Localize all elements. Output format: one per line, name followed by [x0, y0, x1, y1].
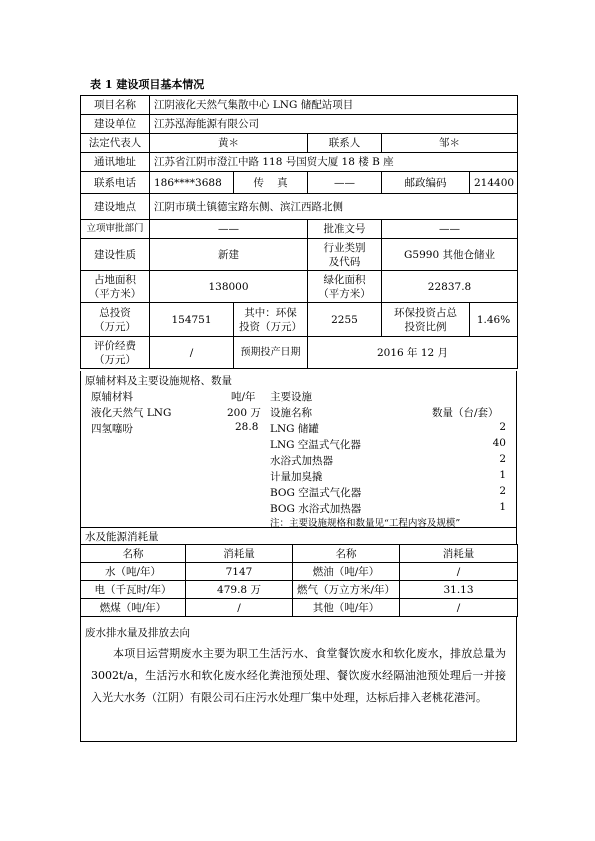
- approval-dept-label: 立项审批部门: [81, 220, 150, 239]
- energy-name-header: 名称: [81, 545, 186, 563]
- prod-date-label: 预期投产日期: [234, 337, 308, 369]
- facility-name: LNG 储罐: [270, 423, 319, 435]
- legal-rep-label: 法定代表人: [81, 134, 150, 153]
- legal-rep: 黄＊: [150, 134, 308, 153]
- facility-name: BOG 水浴式加热器: [270, 503, 362, 515]
- contact: 邹＊: [382, 134, 518, 153]
- material-value: 28.8: [235, 421, 259, 433]
- material-name: 四氢噻吩: [91, 423, 133, 435]
- env-invest: 2255: [308, 303, 382, 337]
- site-label: 建设地点: [81, 194, 150, 220]
- postcode-label: 邮政编码: [382, 172, 470, 194]
- approval-no-label: 批准文号: [308, 220, 382, 239]
- env-ratio-label: 环保投资占总 投资比例: [382, 303, 470, 337]
- material-col-header: 原辅材料: [91, 391, 133, 403]
- env-invest-label: 其中：环保 投资（万元）: [234, 303, 308, 337]
- project-name-label: 项目名称: [81, 96, 150, 115]
- address-label: 通讯地址: [81, 153, 150, 172]
- phone: 186****3688: [150, 172, 234, 194]
- facility-qty: 40: [492, 437, 506, 449]
- energy-heading-row: [80, 528, 517, 545]
- industry-label: 行业类别 及代码: [308, 239, 382, 271]
- energy-name-header: 名称: [293, 545, 400, 563]
- facility-qty: 2: [499, 421, 506, 433]
- unit-label: 建设单位: [81, 115, 150, 134]
- invest: 154751: [150, 303, 234, 337]
- project-name: 江阴液化天然气集散中心 LNG 储配站项目: [150, 96, 518, 115]
- energy-table: [80, 544, 518, 617]
- approval-no: ——: [382, 220, 518, 239]
- energy-item: 燃煤（吨/年）: [81, 599, 186, 617]
- energy-amount-header: 消耗量: [400, 545, 518, 563]
- unit-col-header: 吨/年: [231, 391, 256, 403]
- industry: G5990 其他仓储业: [382, 239, 518, 271]
- material-value: 200 万: [227, 407, 261, 419]
- phone-label: 联系电话: [81, 172, 150, 194]
- energy-heading: 水及能源消耗量: [85, 531, 159, 543]
- area: 138000: [150, 271, 308, 303]
- energy-value: 7147: [186, 563, 293, 581]
- approval-dept: ——: [150, 220, 308, 239]
- material-name: 液化天然气 LNG: [91, 407, 172, 419]
- nature: 新建: [150, 239, 308, 271]
- fax-label: 传 真: [234, 172, 308, 194]
- energy-value: /: [400, 599, 518, 617]
- energy-item: 电（千瓦时/年）: [81, 581, 186, 599]
- unit: 江苏泓海能源有限公司: [150, 115, 518, 134]
- facility-qty: 2: [499, 485, 506, 497]
- energy-value: /: [400, 563, 518, 581]
- eval-fee-label: 评价经费 （万元）: [81, 337, 150, 369]
- facility-name: 计量加臭撬: [270, 471, 323, 483]
- table-title: 表 1 建设项目基本情况: [90, 78, 205, 91]
- facility-col-header: 主要设施: [270, 391, 312, 403]
- contact-label: 联系人: [308, 134, 382, 153]
- energy-item: 燃油（吨/年）: [293, 563, 400, 581]
- env-ratio: 1.46%: [470, 303, 518, 337]
- facility-qty: 2: [499, 453, 506, 465]
- wastewater-section: [80, 617, 517, 742]
- facility-name: 水浴式加热器: [270, 455, 333, 467]
- energy-item: 燃气（万立方米/年）: [293, 581, 400, 599]
- energy-amount-header: 消耗量: [186, 545, 293, 563]
- facility-qty: 1: [499, 501, 506, 513]
- green: 22837.8: [382, 271, 518, 303]
- energy-item: 水（吨/年）: [81, 563, 186, 581]
- area-label: 占地面积 （平方米）: [81, 271, 150, 303]
- site: 江阴市璜土镇德宝路东侧、滨江西路北侧: [150, 194, 518, 220]
- postcode: 214400: [470, 172, 518, 194]
- materials-section: [80, 371, 517, 528]
- energy-value: 479.8 万: [186, 581, 293, 599]
- energy-value: 31.13: [400, 581, 518, 599]
- green-label: 绿化面积 （平方米）: [308, 271, 382, 303]
- basic-info-table: [80, 95, 518, 369]
- prod-date: 2016 年 12 月: [308, 337, 518, 369]
- wastewater-heading: 废水排水量及排放去向: [85, 627, 190, 639]
- energy-item: 其他（吨/年）: [293, 599, 400, 617]
- facility-name-header: 设施名称: [270, 407, 312, 419]
- address: 江苏省江阴市澄江中路 118 号国贸大厦 18 楼 B 座: [150, 153, 518, 172]
- wastewater-text: 本项目运营期废水主要为职工生活污水、食堂餐饮废水和软化废水，排放总量为 3002t/a，生活污水和软化废水经化粪池预处理、餐饮废水经隔油池预处理后一并接入光大水务（江阴）有限公司石庄污水处理厂集中处理，达标后排入老桃花港河。: [91, 647, 506, 704]
- eval-fee: /: [150, 337, 234, 369]
- facility-qty: 1: [499, 469, 506, 481]
- facility-name: LNG 空温式气化器: [270, 439, 361, 451]
- materials-heading: 原辅材料及主要设施规格、数量: [85, 375, 232, 387]
- facility-name: BOG 空温式气化器: [270, 487, 362, 499]
- invest-label: 总投资 （万元）: [81, 303, 150, 337]
- qty-header: 数量（台/套）: [432, 407, 499, 419]
- energy-value: /: [186, 599, 293, 617]
- nature-label: 建设性质: [81, 239, 150, 271]
- fax: ——: [308, 172, 382, 194]
- facility-note: 注：主要设施规格和数量见“工程内容及规模”: [270, 518, 461, 529]
